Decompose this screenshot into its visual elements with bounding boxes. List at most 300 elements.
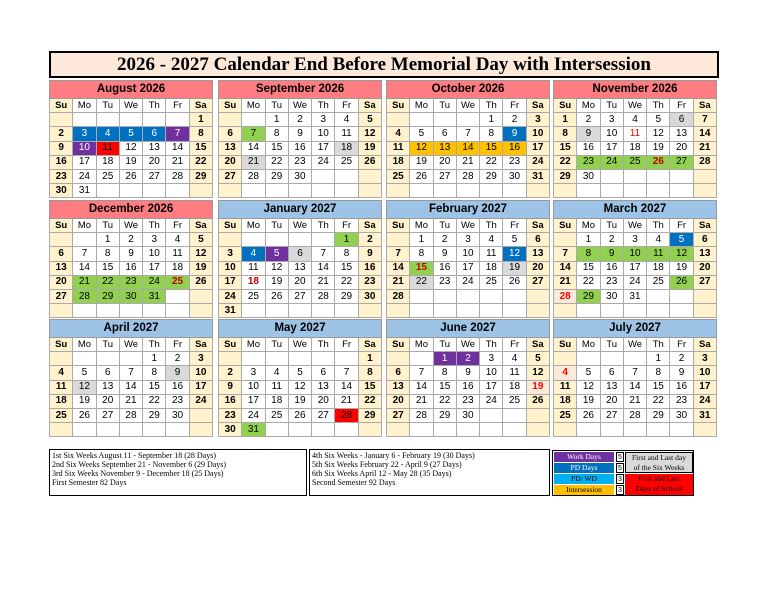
day-cell	[265, 233, 288, 247]
day-cell	[73, 423, 96, 437]
day-cell: 1	[335, 233, 358, 247]
day-cell: 30	[50, 184, 73, 198]
day-cell	[503, 289, 526, 303]
day-cell	[623, 304, 646, 318]
day-cell: 29	[577, 289, 600, 303]
day-cell: 21	[693, 141, 716, 155]
day-cell: 6	[693, 233, 716, 247]
day-cell: 30	[219, 423, 242, 437]
weekday-header: Mo	[577, 99, 600, 113]
weekday-header: Fr	[670, 219, 693, 233]
weekday-header: Su	[50, 219, 73, 233]
day-cell: 30	[288, 169, 311, 183]
day-cell: 7	[312, 247, 335, 261]
day-cell: 11	[554, 380, 577, 394]
day-cell: 5	[73, 366, 96, 380]
day-cell: 16	[166, 380, 189, 394]
day-cell: 15	[265, 141, 288, 155]
weekday-header: Sa	[189, 338, 212, 352]
day-cell: 8	[433, 366, 456, 380]
weekday-header: Su	[50, 99, 73, 113]
day-cell: 28	[242, 169, 265, 183]
day-cell	[554, 304, 577, 318]
day-cell	[288, 352, 311, 366]
day-cell: 8	[143, 366, 166, 380]
day-cell: 29	[647, 408, 670, 422]
day-cell	[335, 352, 358, 366]
day-cell: 18	[503, 380, 526, 394]
weekday-header: Su	[50, 338, 73, 352]
day-cell	[119, 113, 142, 127]
day-cell: 29	[143, 408, 166, 422]
day-cell: 20	[50, 275, 73, 289]
day-cell: 30	[119, 289, 142, 303]
day-cell: 10	[312, 127, 335, 141]
day-cell: 27	[288, 289, 311, 303]
day-cell	[693, 169, 716, 183]
weekday-header: We	[623, 219, 646, 233]
day-cell: 22	[358, 394, 381, 408]
day-cell: 29	[335, 289, 358, 303]
day-cell: 4	[480, 233, 503, 247]
day-cell: 17	[693, 380, 716, 394]
day-cell: 21	[554, 275, 577, 289]
day-cell	[600, 184, 623, 198]
day-cell: 3	[623, 233, 646, 247]
month-calendar	[553, 80, 716, 198]
day-cell: 27	[526, 275, 549, 289]
day-cell	[554, 352, 577, 366]
day-cell	[647, 304, 670, 318]
day-cell: 9	[600, 247, 623, 261]
day-cell: 4	[50, 366, 73, 380]
month-title: December 2026	[50, 201, 213, 219]
day-cell: 6	[387, 366, 410, 380]
weekday-header: Tu	[265, 219, 288, 233]
day-cell: 14	[693, 127, 716, 141]
day-cell: 25	[242, 289, 265, 303]
day-cell: 31	[526, 169, 549, 183]
weekday-header: Sa	[358, 99, 381, 113]
day-cell	[647, 423, 670, 437]
day-cell: 2	[433, 233, 456, 247]
day-cell: 24	[143, 275, 166, 289]
day-cell: 17	[623, 261, 646, 275]
day-cell: 24	[456, 275, 479, 289]
day-cell: 12	[577, 380, 600, 394]
weekday-header: Sa	[693, 219, 716, 233]
day-cell	[288, 304, 311, 318]
day-cell: 22	[410, 275, 433, 289]
day-cell	[312, 184, 335, 198]
day-cell: 17	[143, 261, 166, 275]
day-cell: 31	[693, 408, 716, 422]
day-cell: 7	[554, 247, 577, 261]
weekday-header: Th	[312, 219, 335, 233]
day-cell: 23	[288, 155, 311, 169]
day-cell: 13	[288, 261, 311, 275]
day-cell: 5	[577, 366, 600, 380]
day-cell: 7	[166, 127, 189, 141]
weekday-header: Sa	[693, 338, 716, 352]
day-cell	[433, 184, 456, 198]
day-cell	[166, 423, 189, 437]
day-cell: 27	[670, 155, 693, 169]
day-cell: 10	[600, 127, 623, 141]
day-cell: 4	[503, 352, 526, 366]
day-cell: 18	[96, 155, 119, 169]
weekday-header: Th	[143, 338, 166, 352]
day-cell	[143, 184, 166, 198]
month-calendar	[553, 319, 716, 437]
day-cell: 13	[670, 127, 693, 141]
day-cell: 15	[577, 261, 600, 275]
day-cell	[554, 423, 577, 437]
month-title: November 2026	[554, 81, 717, 99]
day-cell: 30	[577, 169, 600, 183]
day-cell: 16	[433, 261, 456, 275]
day-cell: 23	[219, 408, 242, 422]
day-cell	[50, 113, 73, 127]
weekday-header: Tu	[265, 99, 288, 113]
day-cell	[166, 184, 189, 198]
day-cell: 23	[600, 275, 623, 289]
day-cell	[288, 184, 311, 198]
day-cell: 23	[433, 275, 456, 289]
day-cell	[433, 289, 456, 303]
weekday-header: Th	[480, 338, 503, 352]
day-cell: 23	[358, 275, 381, 289]
day-cell: 5	[288, 366, 311, 380]
day-cell: 27	[312, 408, 335, 422]
day-cell: 9	[433, 247, 456, 261]
day-cell: 20	[693, 261, 716, 275]
day-cell	[96, 352, 119, 366]
day-cell: 1	[265, 113, 288, 127]
day-cell: 8	[265, 127, 288, 141]
month-title: March 2027	[554, 201, 717, 219]
weekday-header: Sa	[189, 99, 212, 113]
weekday-header: Tu	[433, 219, 456, 233]
day-cell: 1	[480, 113, 503, 127]
color-key	[552, 450, 694, 496]
legend-line: 5th Six Weeks February 22 - April 9 (27 Days)	[312, 460, 462, 469]
day-cell: 12	[647, 127, 670, 141]
day-cell: 19	[410, 155, 433, 169]
weekday-header: Th	[143, 99, 166, 113]
day-cell: 10	[189, 366, 212, 380]
weekday-header: Th	[647, 338, 670, 352]
weekday-header: Mo	[577, 219, 600, 233]
day-cell: 23	[670, 394, 693, 408]
day-cell	[189, 184, 212, 198]
day-cell: 4	[265, 366, 288, 380]
day-cell: 11	[265, 380, 288, 394]
day-cell: 21	[387, 275, 410, 289]
day-cell	[143, 304, 166, 318]
day-cell: 20	[526, 261, 549, 275]
day-cell: 16	[600, 261, 623, 275]
month-calendar	[386, 200, 549, 318]
day-cell: 23	[119, 275, 142, 289]
day-cell	[189, 423, 212, 437]
day-cell	[600, 423, 623, 437]
weekday-header: Fr	[670, 99, 693, 113]
day-cell	[50, 233, 73, 247]
legend-line: Second Semester 92 Days	[312, 478, 396, 487]
weekday-header: We	[456, 338, 479, 352]
day-cell	[577, 423, 600, 437]
day-cell: 29	[554, 169, 577, 183]
day-cell	[456, 113, 479, 127]
day-cell	[143, 423, 166, 437]
weekday-header: Mo	[410, 99, 433, 113]
weekday-header: We	[119, 338, 142, 352]
weekday-header: Sa	[693, 99, 716, 113]
weekday-header: Th	[143, 219, 166, 233]
key-count: 5	[616, 452, 624, 462]
day-cell: 23	[166, 394, 189, 408]
day-cell	[693, 304, 716, 318]
day-cell: 25	[96, 169, 119, 183]
day-cell: 15	[410, 261, 433, 275]
day-cell: 25	[166, 275, 189, 289]
day-cell: 20	[670, 141, 693, 155]
day-cell	[265, 423, 288, 437]
day-cell: 11	[647, 247, 670, 261]
day-cell: 14	[554, 261, 577, 275]
key-count: 5	[616, 463, 624, 473]
day-cell: 13	[96, 380, 119, 394]
day-cell: 10	[693, 366, 716, 380]
day-cell: 26	[503, 275, 526, 289]
day-cell	[526, 408, 549, 422]
key-six-weeks-line2: of the Six Weeks	[633, 463, 685, 472]
day-cell	[242, 304, 265, 318]
day-cell: 7	[410, 366, 433, 380]
day-cell: 8	[647, 366, 670, 380]
day-cell	[647, 184, 670, 198]
day-cell: 15	[189, 141, 212, 155]
day-cell: 2	[670, 352, 693, 366]
day-cell: 2	[503, 113, 526, 127]
day-cell: 27	[96, 408, 119, 422]
weekday-header: Su	[554, 219, 577, 233]
day-cell: 17	[189, 380, 212, 394]
day-cell: 11	[166, 247, 189, 261]
day-cell: 31	[219, 304, 242, 318]
day-cell: 27	[387, 408, 410, 422]
day-cell: 24	[480, 394, 503, 408]
month-title: October 2026	[387, 81, 550, 99]
day-cell: 18	[335, 141, 358, 155]
day-cell: 7	[73, 247, 96, 261]
day-cell: 22	[335, 275, 358, 289]
day-cell: 21	[410, 394, 433, 408]
day-cell: 29	[96, 289, 119, 303]
day-cell	[554, 184, 577, 198]
day-cell: 27	[50, 289, 73, 303]
day-cell: 14	[623, 380, 646, 394]
day-cell: 2	[358, 233, 381, 247]
day-cell: 11	[96, 141, 119, 155]
day-cell: 28	[387, 289, 410, 303]
day-cell: 2	[288, 113, 311, 127]
weekday-header: Mo	[73, 219, 96, 233]
day-cell: 16	[50, 155, 73, 169]
day-cell: 2	[219, 366, 242, 380]
weekday-header: Sa	[358, 219, 381, 233]
day-cell: 14	[456, 141, 479, 155]
day-cell	[480, 304, 503, 318]
day-cell: 20	[387, 394, 410, 408]
day-cell	[358, 304, 381, 318]
day-cell: 5	[526, 352, 549, 366]
weekday-header: Su	[554, 99, 577, 113]
day-cell: 3	[73, 127, 96, 141]
day-cell: 31	[623, 289, 646, 303]
day-cell: 21	[242, 155, 265, 169]
day-cell: 19	[670, 261, 693, 275]
day-cell: 11	[242, 261, 265, 275]
day-cell: 1	[143, 352, 166, 366]
day-cell	[577, 304, 600, 318]
weekday-header: We	[623, 99, 646, 113]
day-cell: 1	[410, 233, 433, 247]
day-cell: 24	[242, 408, 265, 422]
day-cell: 13	[433, 141, 456, 155]
day-cell: 15	[335, 261, 358, 275]
day-cell: 27	[600, 408, 623, 422]
day-cell: 21	[623, 394, 646, 408]
day-cell: 7	[623, 366, 646, 380]
day-cell	[410, 423, 433, 437]
day-cell	[456, 423, 479, 437]
day-cell	[312, 304, 335, 318]
day-cell	[433, 423, 456, 437]
month-calendar	[218, 200, 381, 318]
weekday-header: Mo	[577, 338, 600, 352]
day-cell	[526, 423, 549, 437]
day-cell: 22	[480, 155, 503, 169]
day-cell: 2	[50, 127, 73, 141]
weekday-header: Tu	[96, 99, 119, 113]
month-title: August 2026	[50, 81, 213, 99]
day-cell: 15	[647, 380, 670, 394]
day-cell	[600, 304, 623, 318]
day-cell: 17	[312, 141, 335, 155]
day-cell	[50, 304, 73, 318]
day-cell: 8	[410, 247, 433, 261]
day-cell	[480, 423, 503, 437]
weekday-header: We	[119, 99, 142, 113]
day-cell: 14	[387, 261, 410, 275]
day-cell	[623, 423, 646, 437]
day-cell: 9	[219, 380, 242, 394]
day-cell: 16	[119, 261, 142, 275]
day-cell	[119, 304, 142, 318]
weekday-header: Fr	[166, 219, 189, 233]
day-cell: 27	[219, 169, 242, 183]
month-title: May 2027	[219, 320, 382, 338]
day-cell: 24	[693, 394, 716, 408]
day-cell	[410, 113, 433, 127]
day-cell: 17	[242, 394, 265, 408]
day-cell: 16	[288, 141, 311, 155]
day-cell	[670, 423, 693, 437]
day-cell: 25	[480, 275, 503, 289]
day-cell: 24	[526, 155, 549, 169]
day-cell: 14	[410, 380, 433, 394]
day-cell	[335, 423, 358, 437]
day-cell: 11	[387, 141, 410, 155]
day-cell: 21	[119, 394, 142, 408]
weekday-header: Mo	[410, 338, 433, 352]
legend-line: 3rd Six Weeks November 9 - December 18 (25 Days)	[52, 469, 224, 478]
day-cell	[242, 184, 265, 198]
day-cell: 16	[670, 380, 693, 394]
month-calendar	[553, 200, 716, 318]
day-cell: 6	[670, 113, 693, 127]
day-cell	[693, 423, 716, 437]
day-cell	[526, 184, 549, 198]
day-cell: 8	[554, 127, 577, 141]
day-cell: 20	[288, 275, 311, 289]
day-cell: 28	[623, 408, 646, 422]
day-cell	[503, 423, 526, 437]
day-cell: 11	[335, 127, 358, 141]
day-cell: 11	[480, 247, 503, 261]
weekday-header: Sa	[526, 99, 549, 113]
weekday-header: Fr	[335, 99, 358, 113]
day-cell: 28	[73, 289, 96, 303]
page-title: 2026 - 2027 Calendar End Before Memorial Day with Intersession	[49, 51, 719, 78]
day-cell: 4	[554, 366, 577, 380]
day-cell: 15	[480, 141, 503, 155]
day-cell	[577, 352, 600, 366]
day-cell: 7	[242, 127, 265, 141]
day-cell: 29	[358, 408, 381, 422]
day-cell: 28	[335, 408, 358, 422]
day-cell	[73, 304, 96, 318]
day-cell	[670, 304, 693, 318]
day-cell	[433, 113, 456, 127]
day-cell: 24	[600, 155, 623, 169]
weekday-header: Su	[387, 99, 410, 113]
day-cell: 17	[73, 155, 96, 169]
day-cell	[265, 304, 288, 318]
day-cell: 14	[119, 380, 142, 394]
weekday-header: We	[288, 99, 311, 113]
day-cell	[554, 233, 577, 247]
day-cell: 1	[433, 352, 456, 366]
day-cell: 12	[265, 261, 288, 275]
day-cell: 10	[143, 247, 166, 261]
day-cell: 7	[335, 366, 358, 380]
month-title: June 2027	[387, 320, 550, 338]
key-six-weeks-line1: First and Last day	[632, 453, 686, 462]
month-calendar	[386, 80, 549, 198]
day-cell: 20	[433, 155, 456, 169]
day-cell: 7	[456, 127, 479, 141]
day-cell: 10	[456, 247, 479, 261]
day-cell: 3	[693, 352, 716, 366]
day-cell	[480, 289, 503, 303]
day-cell: 21	[166, 155, 189, 169]
day-cell	[242, 352, 265, 366]
day-cell: 6	[312, 366, 335, 380]
day-cell: 10	[480, 366, 503, 380]
